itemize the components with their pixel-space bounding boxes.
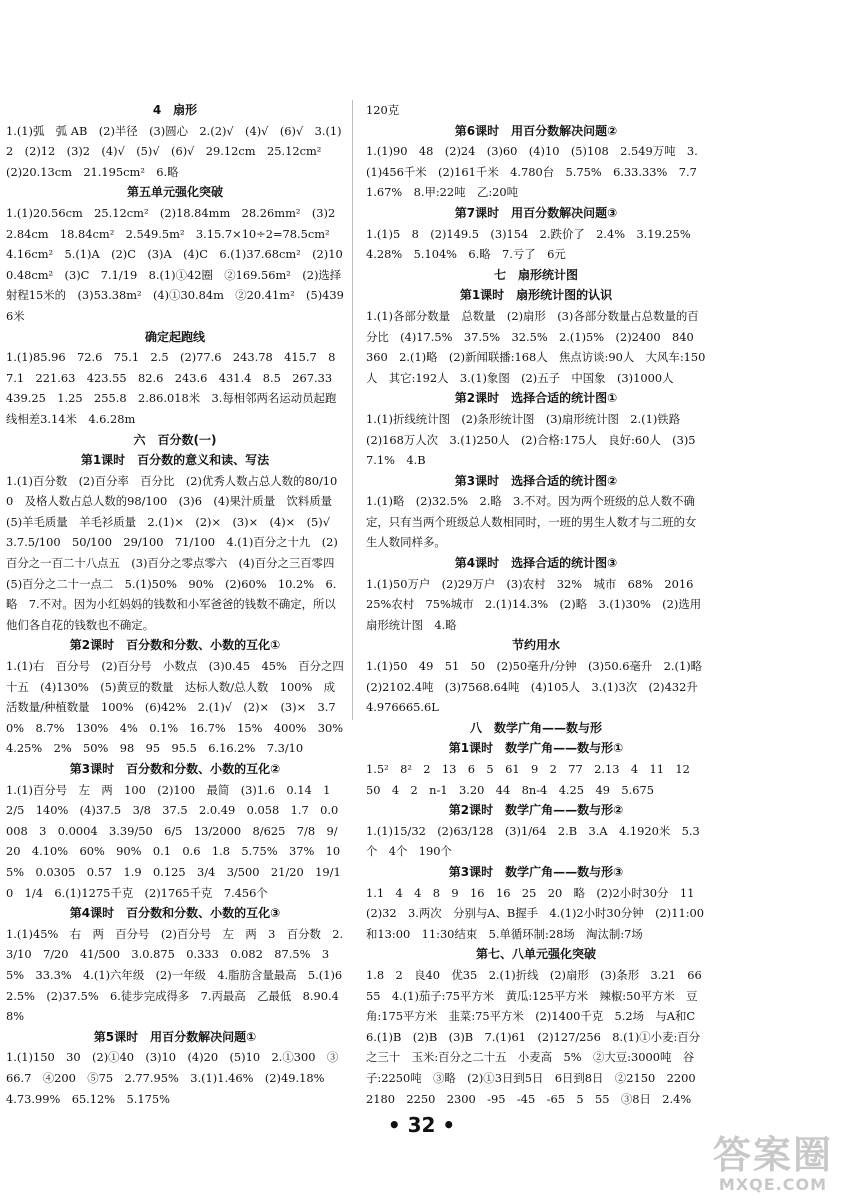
answer-text: 1.(1)90 48 (2)24 (3)60 (4)10 (5)108 2.549万吨 3.(1)456千米 (2)161千米 4.780台 5.75% 6.33.33% 7.71.67% 8.甲:22吨 乙:20吨 [366, 144, 698, 200]
section-heading: 节约用水 [511, 638, 560, 653]
watermark-site-text: MXQE.COM [718, 1175, 828, 1194]
watermark-logo-text: 答案圈 [712, 1133, 833, 1177]
section-heading: 第4课时 选择合适的统计图③ [454, 556, 618, 571]
section-heading: 第1课时 扇形统计图的认识 [459, 288, 613, 303]
section-heading: 六 百分数(一) [133, 432, 217, 447]
answer-text: 1.(1)15/32 (2)63/128 (3)1/64 2.B 3.A 4.1920米 5.3个 4个 190个 [366, 823, 700, 859]
answer-text: 1.(1)百分数 (2)百分率 百分比 (2)优秀人数占总人数的80/100 及格人数占总人数的98/100 (3)6 (4)果汁质量 饮料质量 (5)羊毛质量 羊毛衫质量 2.(1)× (2)× (3)× (4)× (5)√ 3.7.5/100 50/100 29/100 71/100 4.(1)百分之十九 (2)百分之一百二十八点五 (3)百分之零点零六 (4)百分之三百零四 (5)百分之二十一点二 5.(1)50% 90% (2)60% 10.2% 6.略 7.不对。因为小红妈妈的钱数和小军爸爸的钱数不确定，所以他们各自花的钱数也不确定。 [6, 473, 346, 632]
answer-text: 1.(1)50 49 51 50 (2)50毫升/分钟 (3)50.6毫升 2.(1)略 (2)2102.4吨 (3)7568.64吨 (4)105人 3.(1)3次 (2)432升 4.976665.6L [366, 659, 714, 715]
section-heading: 第6课时 用百分数解决问题② [454, 123, 618, 138]
section-heading: 第3课时 选择合适的统计图② [454, 473, 618, 488]
section-heading: 第7课时 用百分数解决问题③ [454, 205, 618, 220]
answer-text: 1.(1)折线统计图 (2)条形统计图 (3)扇形统计图 2.(1)铁路 (2)168万人次 3.(1)250人 (2)合格:175人 良好:60人 (3)57.1% 4.B [366, 411, 696, 468]
answer-text: 1.(1)各部分数量 总数量 (2)扇形 (3)各部分数量占总数量的百分比 (4)17.5% 37.5% 32.5% 2.(1)5% (2)2400 840 360 2.(1)略 (2)新闻联播:168人 焦点访谈:90人 大风车:150人 其它:192人 3.(1)象图 (2)五子 中国象 (3)1000人 [366, 308, 706, 385]
section-heading: 第五单元强化突破 [126, 185, 223, 200]
section-heading: 第2课时 数学广角——数与形② [448, 803, 624, 818]
page-number: • 32 • [387, 1113, 456, 1137]
section-heading: 第1课时 百分数的意义和读、写法 [80, 453, 270, 468]
answer-text: 120克 [366, 103, 400, 117]
section-heading: 第2课时 百分数和分数、小数的互化① [69, 638, 281, 653]
section-heading: 第1课时 数学广角——数与形① [448, 741, 624, 756]
section-heading: 第3课时 百分数和分数、小数的互化② [69, 762, 281, 776]
section-heading: 第5课时 用百分数解决问题① [93, 1029, 257, 1044]
answer-text: 1.(1)5 8 (2)149.5 (3)154 2.跌价了 2.4% 3.19.25% 4.28% 5.104% 6.略 7.亏了 6元 [366, 226, 703, 262]
column-divider [352, 100, 353, 720]
answer-text: 1.(1)85.96 72.6 75.1 2.5 (2)77.6 243.78 415.7 87.1 221.63 423.55 82.6 243.6 431.4 8.5 267.33 439.25 1.25 255.8 2.86.018米 3.每相邻两名运动员起跑线相差3.14米 4.6.28m [6, 350, 344, 426]
answer-text: 1.(1)弧 弧 AB (2)半径 (3)圆心 2.(2)√ (4)√ (6)√ 3.(1)2 (2)12 (3)2 (4)√ (5)√ (6)√ 29.12cm 25.12cm² (2)20.13cm 21.195cm² 6.略 [6, 123, 342, 179]
answer-text: 1.(1)20.56cm 25.12cm² (2)18.84mm 28.26mm² (3)22.84cm 18.84cm² 2.549.5m² 3.15.7×10÷2=78.5cm² 4.16cm² 5.(1)A (2)C (3)A (4)C 6.(1)37.68cm² (2)100.48cm² (3)C 7.1/19 8.(1)①42圈 ②169.56m² (2)选择射程15米的 (3)53.38m² (4)①30.84m ②20.41m² (5)4396米 [6, 205, 344, 323]
answer-text: 1.(1)百分号 左 两 100 (2)100 最简 (3)1.6 0.14 1 2/5 140% (4)37.5 3/8 37.5 2.0.49 0.058 1.7 0.0008 3 0.0004 3.39/50 6/5 13/2000 8/625 7/8 9/20 4.10% 60% 90% 0.1 0.6 1.8 5.75% 37% 105% 0.0305 0.57 1.9 0.125 3/4 3/500 21/20 19/10 1/4 6.(1)1275千克 (2)1765千克 7.456个 [6, 782, 341, 900]
answer-text: 1.(1)45% 右 两 百分号 (2)百分号 左 两 3 百分数 2.3/10 7/20 41/500 3.0.875 0.333 0.082 87.5% 35% 33.3% 4.(1)六年级 (2)一年级 4.脂肪含量最高 5.(1)62.5% (2)37.5% 6.徒步完成得多 7.丙最高 乙最低 8.90.48% [6, 926, 344, 1024]
section-heading: 八 数学广角——数与形 [469, 720, 602, 735]
section-heading: 第2课时 选择合适的统计图① [454, 391, 618, 406]
section-heading: 第4课时 百分数和分数、小数的互化③ [69, 906, 281, 921]
right-column [366, 100, 714, 1109]
section-heading: 4 扇形 [152, 103, 198, 117]
answer-text: 1.(1)略 (2)32.5% 2.略 3.不对。因为两个班级的总人数不确定，只有当两个班级总人数相同时，一班的男生人数才与二班的女生人数同样多。 [366, 494, 697, 550]
answer-text: 1.5² 8² 2 13 6 5 61 9 2 77 2.13 4 11 12 50 4 2 n-1 3.20 44 8n-4 4.25 49 5.675 [366, 762, 702, 797]
answer-text: 1.8 2 良40 优35 2.(1)折线 (2)扇形 (3)条形 3.21 66 55 4.(1)茄子:75平方米 黄瓜:125平方米 辣椒:50平方米 豆角:175平方米 韭菜:75平方米 (2)1400千克 5.2场 与A和C 6.(1)B (2)B (3)B 7.(1)61 (2)127/256 8.(1)①小麦:百分之三十 玉米:百分之二十五 小麦高 5% ②大豆:3000吨 谷子:2250吨 ③略 (2)①3日到5日 6日到8日 ②2150 2200 2180 2250 2300 -95 -45 -65 5 55 ③8日 2.4% [366, 967, 714, 1106]
left-column [6, 100, 355, 1109]
watermark-logo [713, 1135, 833, 1194]
answer-text: 1.(1)150 30 (2)①40 (3)10 (4)20 (5)10 2.①300 ③66.7 ④200 ⑤75 2.77.95% 3.(1)1.46% (2)49.18% 4.73.99% 65.12% 5.175% [6, 1050, 339, 1106]
section-heading: 确定起跑线 [144, 329, 205, 344]
section-heading: 第3课时 数学广角——数与形③ [448, 864, 624, 879]
answer-text: 1.(1)50万户 (2)29万户 (3)农村 32% 城市 68% 2016 25%农村 75%城市 2.(1)14.3% (2)略 3.(1)30% (2)选用扇形统计图 4.略 [366, 576, 705, 632]
answer-text: 1.1 4 4 8 9 16 16 25 20 略 (2)2小时30分 11 (2)32 3.两次 分别与A、B握手 4.(1)2小时30分钟 (2)11:00和13:00 11:30结束 5.单循环制:28场 淘汰制:7场 [366, 885, 706, 941]
section-heading: 七 扇形统计图 [493, 267, 578, 282]
section-heading: 第七、八单元强化突破 [475, 947, 596, 962]
answer-text: 1.(1)右 百分号 (2)百分号 小数点 (3)0.45 45% 百分之四十五 (4)130% (5)黄豆的数量 达标人数/总人数 100% 成活数量/种植数量 100% (6)42% 2.(1)√ (2)× (3)× 3.70% 8.7% 130% 4% 0.1% 16.7% 15% 400% 30% 4.25% 2% 50% 98 95 95.5 6.16.2% 7.3/10 [6, 659, 355, 756]
